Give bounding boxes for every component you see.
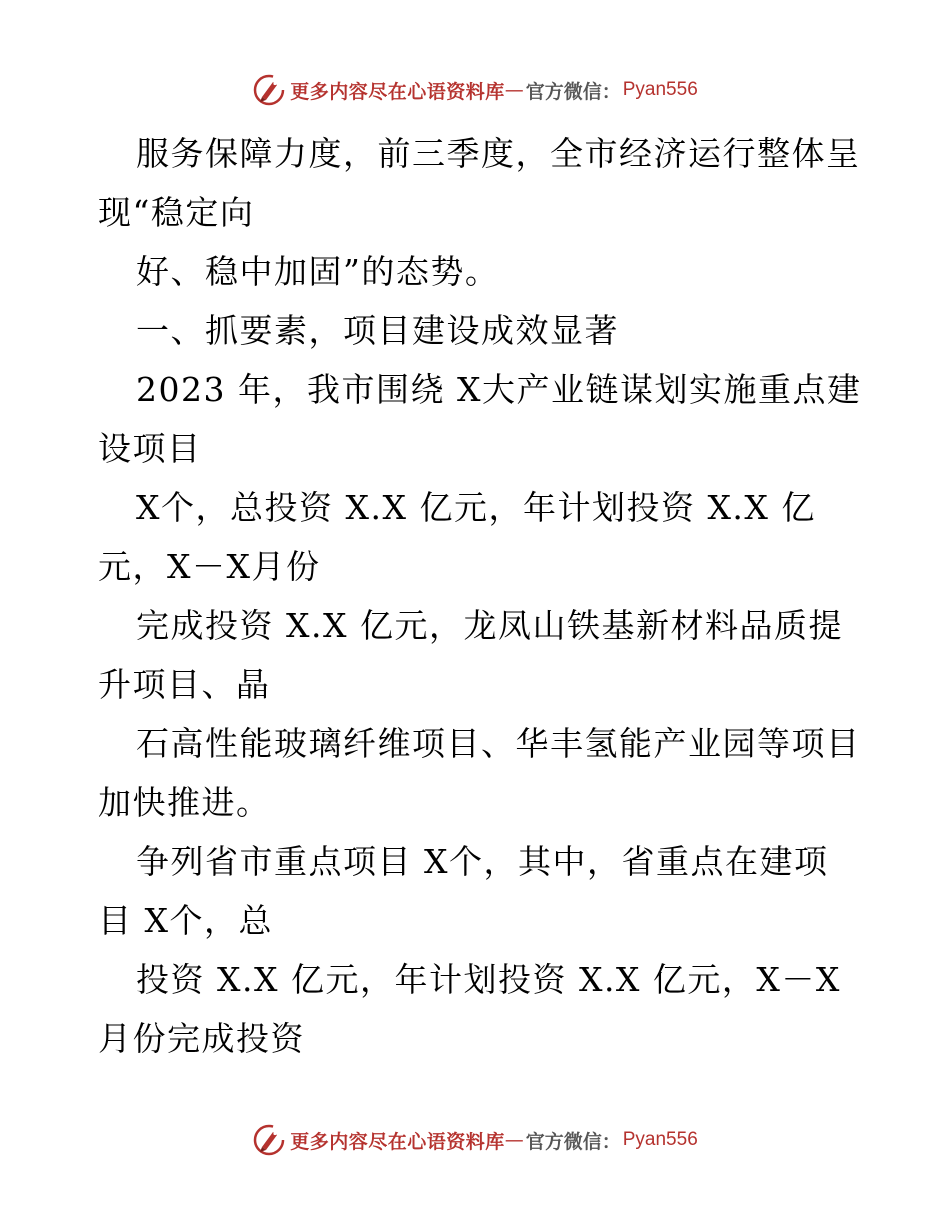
watermark-wechat-id: Pyan556 [622,79,698,100]
body-text-line: 2023 年，我市围绕 X大产业链谋划实施重点建 [136,370,862,409]
watermark-dash: — [504,1129,524,1151]
watermark-label: 官方微信： [525,1130,621,1153]
watermark-text: 更多内容尽在心语资料库 [290,1130,505,1153]
body-text-line: 设项目 [98,429,202,468]
watermark-wechat-id: Pyan556 [622,1129,698,1150]
body-text-line: 月份完成投资 [98,1019,305,1058]
body-text-line: 好、稳中加固”的态势。 [136,252,500,291]
body-text-line: 服务保障力度，前三季度，全市经济运行整体呈 [136,134,861,173]
body-text-line: 完成投资 X.X 亿元，龙凤山铁基新材料品质提 [136,606,843,645]
watermark-label: 官方微信： [525,80,621,103]
body-text-line: 现“稳定向 [98,193,255,232]
body-text-line: 加快推进。 [98,783,271,822]
body-text-line: 一、抓要素，项目建设成效显著 [136,311,619,350]
body-text-line: 争列省市重点项目 X个，其中，省重点在建项 [136,842,829,881]
header-watermark [0,72,950,108]
footer-watermark [0,1122,950,1158]
watermark-text: 更多内容尽在心语资料库 [290,80,505,103]
body-text-line: 升项目、晶 [98,665,271,704]
body-text-line: 目 X个，总 [98,901,273,940]
pen-logo-icon [252,1123,286,1157]
body-text-line: 投资 X.X 亿元，年计划投资 X.X 亿元，X－X [136,960,841,999]
document-body [98,124,868,1068]
body-text-line: 石高性能玻璃纤维项目、华丰氢能产业园等项目 [136,724,861,763]
body-text-line: X个，总投资 X.X 亿元，年计划投资 X.X 亿 [136,488,816,527]
watermark-dash: — [504,79,524,101]
body-text-line: 元，X－X月份 [98,547,321,586]
pen-logo-icon [252,73,286,107]
